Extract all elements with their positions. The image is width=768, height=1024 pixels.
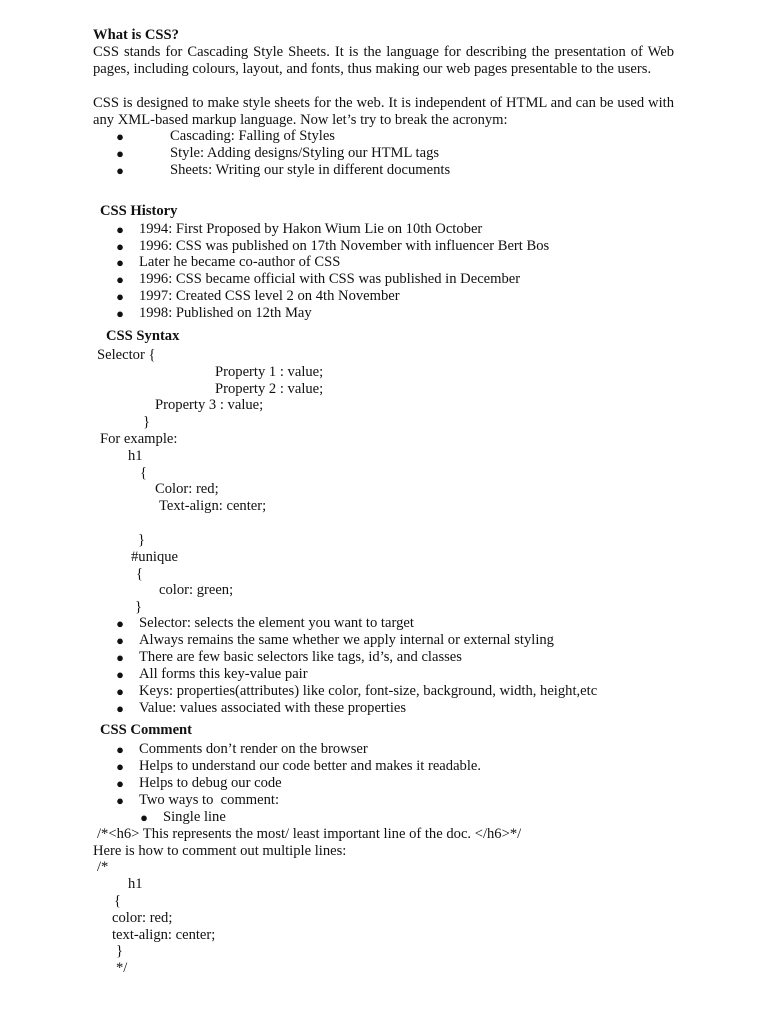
comment-item: Helps to understand our code better and makes it readable.: [139, 758, 482, 774]
history-item: 1998: Published on 12th May: [139, 305, 312, 321]
history-item: 1997: Created CSS level 2 on 4th November: [139, 288, 400, 304]
comment-item: Two ways to comment:: [139, 792, 280, 808]
intro-paragraph-2: CSS is designed to make style sheets for the web. It is independent of HTML and can be used with any XML-based markup language. Now let’s try to break the acronym:: [93, 95, 674, 128]
history-item: 1996: CSS became official with CSS was published in December: [139, 271, 521, 287]
example-unique: #unique: [131, 549, 179, 565]
syntax-note: Always remains the same whether we apply internal or external styling: [139, 632, 554, 648]
example-h1: h1: [128, 448, 143, 464]
bullet-icon: ●: [116, 289, 124, 304]
bullet-icon: ●: [116, 684, 124, 699]
multi-color: color: red;: [112, 910, 173, 926]
bullet-icon: ●: [116, 255, 124, 270]
multi-h1: h1: [128, 876, 143, 892]
multi-open-brace: {: [114, 893, 122, 909]
example-color-green: color: green;: [159, 582, 234, 598]
section-title-css-syntax: CSS Syntax: [106, 328, 180, 344]
example-open-brace-2: {: [136, 566, 144, 582]
acronym-item: Sheets: Writing our style in different documents: [170, 162, 451, 178]
section-title-css-history: CSS History: [100, 203, 178, 219]
example-close-brace-2: }: [135, 599, 143, 615]
bullet-icon: ●: [116, 701, 124, 716]
multi-comment-open: /*: [97, 859, 109, 875]
acronym-item: Style: Adding designs/Styling our HTML tags: [170, 145, 440, 161]
bullet-icon: ●: [116, 129, 124, 144]
bullet-icon: ●: [116, 616, 124, 631]
bullet-icon: ●: [116, 667, 124, 682]
intro-paragraph-1: CSS stands for Cascading Style Sheets. It is the language for describing the presentation of Web pages, including colours, layout, and fonts, thus making our web pages presentable to the users.: [93, 44, 674, 77]
bullet-icon: ●: [116, 793, 124, 808]
bullet-icon: ●: [116, 272, 124, 287]
example-color: Color: red;: [155, 481, 219, 497]
syntax-property-3: Property 3 : value;: [155, 397, 264, 413]
bullet-icon: ●: [116, 776, 124, 791]
bullet-icon: ●: [116, 633, 124, 648]
bullet-icon: ●: [116, 163, 124, 178]
sub-bullet-icon: ●: [140, 810, 148, 825]
bullet-icon: ●: [116, 146, 124, 161]
comment-item: Helps to debug our code: [139, 775, 282, 791]
bullet-icon: ●: [116, 759, 124, 774]
syntax-note: Value: values associated with these properties: [139, 700, 407, 716]
comment-sub-item: Single line: [163, 809, 226, 825]
syntax-property-1: Property 1 : value;: [215, 364, 324, 380]
example-label: For example:: [100, 431, 178, 447]
bullet-icon: ●: [116, 222, 124, 237]
bullet-icon: ●: [116, 650, 124, 665]
history-item: 1996: CSS was published on 17th November with influencer Bert Bos: [139, 238, 550, 254]
multi-close-brace: }: [116, 943, 124, 959]
multi-text-align: text-align: center;: [112, 927, 216, 943]
syntax-note: All forms this key-value pair: [139, 666, 308, 682]
acronym-item: Cascading: Falling of Styles: [170, 128, 335, 144]
example-text-align: Text-align: center;: [159, 498, 267, 514]
bullet-icon: ●: [116, 742, 124, 757]
example-close-brace: }: [138, 532, 146, 548]
syntax-note: Selector: selects the element you want to target: [139, 615, 414, 631]
bullet-icon: ●: [116, 239, 124, 254]
bullet-icon: ●: [116, 306, 124, 321]
example-open-brace: {: [140, 465, 148, 481]
section-title-what-is-css: What is CSS?: [93, 27, 179, 43]
syntax-note: There are few basic selectors like tags, id’s, and classes: [139, 649, 462, 665]
history-item: 1994: First Proposed by Hakon Wium Lie on 10th October: [139, 221, 483, 237]
syntax-close-brace: }: [143, 414, 151, 430]
comment-item: Comments don’t render on the browser: [139, 741, 368, 757]
syntax-selector: Selector {: [97, 347, 156, 363]
history-item: Later he became co-author of CSS: [139, 254, 341, 270]
multi-comment-close: */: [116, 960, 128, 976]
syntax-note: Keys: properties(attributes) like color, font-size, background, width, height,etc: [139, 683, 598, 699]
syntax-property-2: Property 2 : value;: [215, 381, 324, 397]
multi-line-intro: Here is how to comment out multiple lines:: [93, 843, 347, 859]
section-title-css-comment: CSS Comment: [100, 722, 193, 738]
single-line-comment-example: /*<h6> This represents the most/ least important line of the doc. </h6>*/: [97, 826, 522, 842]
